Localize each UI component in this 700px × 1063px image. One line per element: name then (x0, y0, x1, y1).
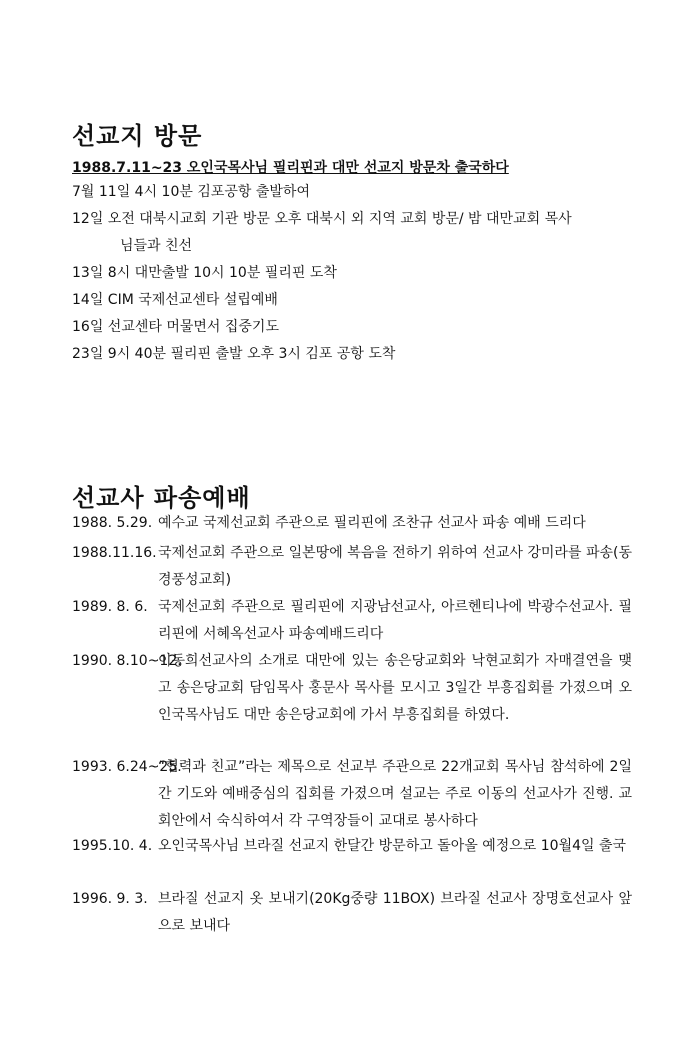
entry-date: 1988. 5.29. (72, 515, 153, 531)
entry-date: 1993. 6.24~25. (72, 759, 182, 775)
entry-text: 브라질 선교지 옷 보내기(20Kg중량 11BOX) 브라질 선교사 장명호선교사 앞으로 보내다 (158, 891, 632, 934)
entry-date: 1989. 8. 6. (72, 599, 148, 615)
visit-line: 16일 선교센타 머물면서 집중기도 (72, 319, 279, 335)
visit-line-continuation: 님들과 친선 (120, 238, 193, 254)
entry-text: “협력과 친교”라는 제목으로 선교부 주관으로 22개교회 목사님 참석하에 2일간 기도와 예배중심의 집회를 가졌으며 설교는 주로 이동의 선교사가 진행. 교회안에서 숙식하여서 각 구역장들이 교대로 봉사하다 (158, 759, 632, 829)
entry-text: 국제선교회 주관으로 필리핀에 지광남선교사, 아르헨티나에 박광수선교사. 필리핀에 서혜옥선교사 파송예배드리다 (158, 599, 632, 642)
visit-line: 13일 8시 대만출발 10시 10분 필리핀 도착 (72, 265, 337, 281)
entry-text: 오인국목사님 브라질 선교지 한달간 방문하고 돌아올 예정으로 10월4일 출국 (158, 838, 627, 854)
visit-line: 23일 9시 40분 필리핀 출발 오후 3시 김포 공항 도착 (72, 346, 396, 362)
section-title-missionary-commissioning: 선교사 파송예배 (72, 484, 251, 512)
visit-line: 14일 CIM 국제선교센타 설립예배 (72, 292, 278, 308)
section-subtitle-trip: 1988.7.11~23 오인국목사님 필리핀과 대만 선교지 방문차 출국하다 (72, 160, 509, 176)
visit-line: 12일 오전 대북시교회 기관 방문 오후 대북시 외 지역 교회 방문/ 밤 대만교회 목사 (72, 211, 572, 227)
commissioning-entry (72, 510, 632, 537)
commissioning-entry (72, 648, 632, 729)
entry-date: 1995.10. 4. (72, 838, 153, 854)
entry-text: 이동희선교사의 소개로 대만에 있는 송은당교회와 낙현교회가 자매결연을 맺고 송은당교회 담임목사 홍문사 목사를 모시고 3일간 부흥집회를 가졌으며 오인국목사님도 대만 송은당교회에 가서 부흥집회를 하였다. (158, 653, 632, 723)
entry-date: 1990. 8.10~12. (72, 653, 182, 669)
section-title-mission-visit: 선교지 방문 (72, 122, 203, 150)
commissioning-entry (72, 886, 632, 940)
commissioning-entry (72, 754, 632, 835)
entry-date: 1988.11.16. (72, 545, 157, 561)
commissioning-entry (72, 594, 632, 648)
entry-text: 예수교 국제선교회 주관으로 필리핀에 조찬규 선교사 파송 예배 드리다 (158, 515, 586, 531)
commissioning-entry (72, 833, 632, 860)
entry-text: 국제선교회 주관으로 일본땅에 복음을 전하기 위하여 선교사 강미라를 파송(동경풍성교회) (158, 545, 632, 588)
commissioning-entry (72, 540, 632, 594)
entry-date: 1996. 9. 3. (72, 891, 148, 907)
visit-line: 7월 11일 4시 10분 김포공항 출발하여 (72, 184, 310, 200)
